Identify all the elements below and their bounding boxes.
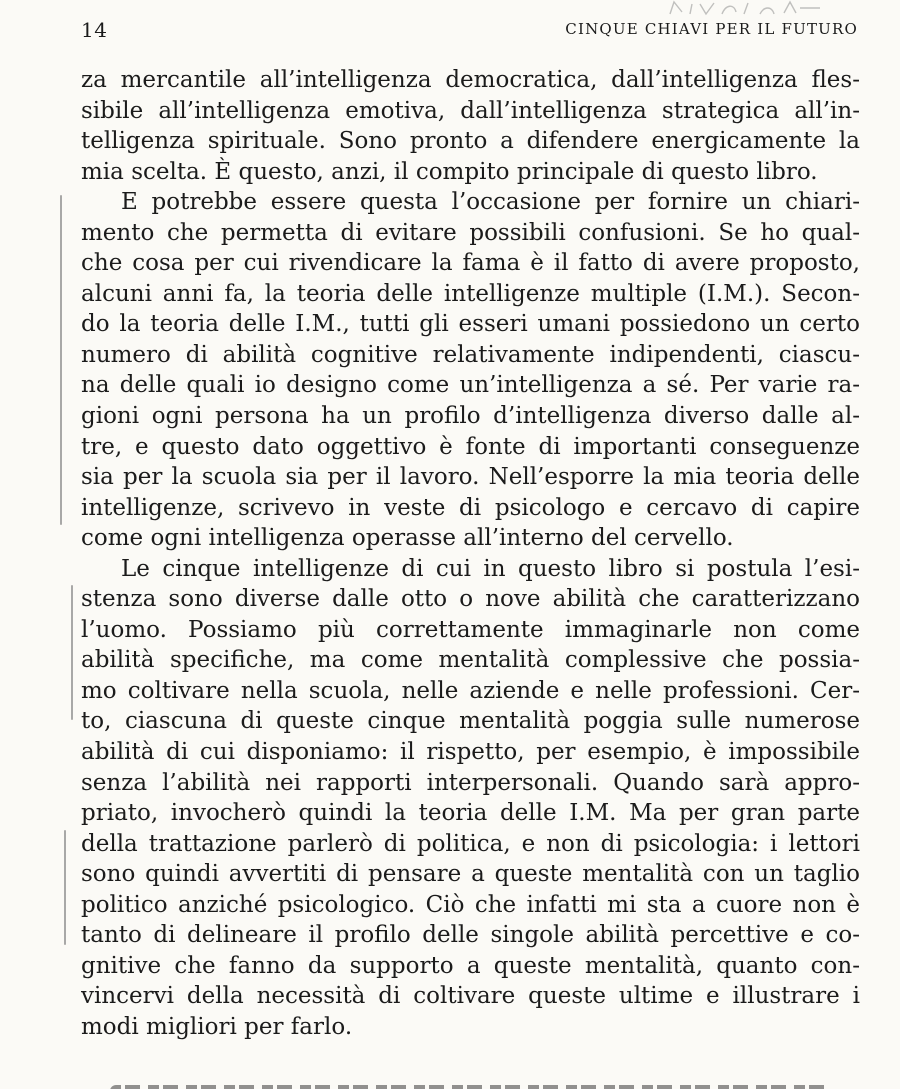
pencil-margin-mark xyxy=(64,830,66,945)
paragraph xyxy=(81,187,860,554)
text-line: sibile all’intelligenza emotiva, dall’intelligenza strategica all’in- xyxy=(81,97,860,124)
text-line: na delle quali io designo come un’intelligenza a sé. Per varie ra- xyxy=(81,372,860,399)
text-line: telligenza spirituale. Sono pronto a difendere energicamente la xyxy=(81,128,860,155)
text-line: come ogni intelligenza operasse all’interno del cervello. xyxy=(81,525,734,552)
text-line: gnitive che fanno da supporto a queste mentalità, quanto con- xyxy=(81,952,860,979)
text-line: senza l’abilità nei rapporti interpersonali. Quando sarà appro- xyxy=(81,769,860,796)
text-line: mento che permetta di evitare possibili confusioni. Se ho qual- xyxy=(81,219,860,246)
text-line: gioni ogni persona ha un profilo d’intelligenza diverso dalle al- xyxy=(81,403,860,430)
text-line: alcuni anni fa, la teoria delle intelligenze multiple (I.M.). Secon- xyxy=(81,280,860,307)
text-line: vincervi della necessità di coltivare queste ultime e illustrare i xyxy=(81,983,860,1010)
text-line: intelligenze, scrivevo in veste di psicologo e cercavo di capire xyxy=(81,494,860,521)
handwritten-scribble-icon xyxy=(660,0,830,16)
paragraph xyxy=(81,65,860,187)
text-line: abilità specifiche, ma come mentalità complessive che possia- xyxy=(81,647,860,674)
body-text xyxy=(81,65,860,1043)
text-line: Le cinque intelligenze di cui in questo libro si postula l’esi- xyxy=(121,555,860,582)
running-title: CINQUE CHIAVI PER IL FUTURO xyxy=(565,20,858,38)
text-line: che cosa per cui rivendicare la fama è il fatto di avere proposto, xyxy=(81,250,860,277)
text-line: priato, invocherò quindi la teoria delle I.M. Ma per gran parte xyxy=(81,800,860,827)
text-line: stenza sono diverse dalle otto o nove abilità che caratterizzano xyxy=(81,586,860,613)
text-line: to, ciascuna di queste cinque mentalità poggia sulle numerose xyxy=(81,708,860,735)
paragraph xyxy=(81,554,860,1043)
text-line: della trattazione parlerò di politica, e non di psicologia: i lettori xyxy=(81,830,860,857)
text-line: tanto di delineare il profilo delle singole abilità percettive e co- xyxy=(81,922,860,949)
text-line: do la teoria delle I.M., tutti gli esseri umani possiedono un certo xyxy=(81,311,860,338)
text-line: za mercantile all’intelligenza democratica, dall’intelligenza fles- xyxy=(81,67,860,93)
text-line: mo coltivare nella scuola, nelle aziende e nelle professioni. Cer- xyxy=(81,677,860,704)
text-line: l’uomo. Possiamo più correttamente immaginarle non come xyxy=(81,616,860,643)
text-line: politico anziché psicologico. Ciò che infatti mi sta a cuore non è xyxy=(81,891,860,918)
page-number: 14 xyxy=(81,18,108,42)
cut-off-next-line xyxy=(110,1078,830,1089)
text-line: sia per la scuola sia per il lavoro. Nell’esporre la mia teoria delle xyxy=(81,464,860,491)
pencil-margin-mark xyxy=(60,195,62,525)
text-line: E potrebbe essere questa l’occasione per fornire un chiari- xyxy=(121,189,860,216)
text-line: sono quindi avvertiti di pensare a queste mentalità con un taglio xyxy=(81,861,860,888)
text-line: tre, e questo dato oggettivo è fonte di importanti conseguenze xyxy=(81,433,860,460)
text-line: modi migliori per farlo. xyxy=(81,1013,353,1040)
text-line: abilità di cui disponiamo: il rispetto, per esempio, è impossibile xyxy=(81,739,860,766)
text-line: numero di abilità cognitive relativamente indipendenti, ciascu- xyxy=(81,341,860,368)
text-line: mia scelta. È questo, anzi, il compito principale di questo libro. xyxy=(81,158,818,185)
pencil-margin-mark xyxy=(71,585,73,720)
